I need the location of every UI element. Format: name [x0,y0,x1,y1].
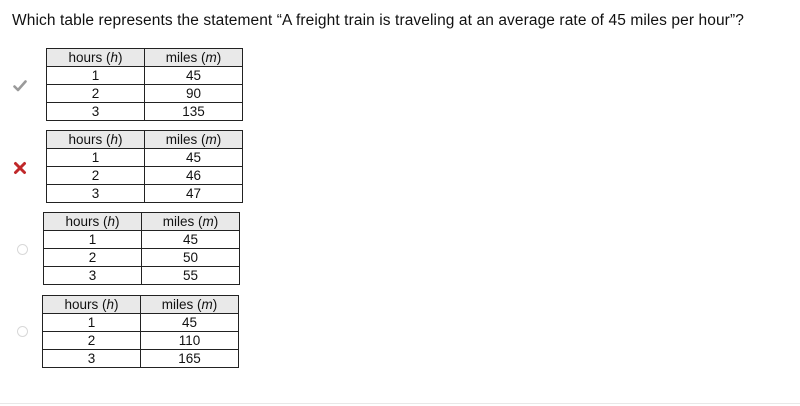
x-icon [12,160,28,176]
table-row: 3 135 [47,103,243,121]
table-row: 1 45 [44,231,240,249]
miles-header: miles (m) [145,49,243,67]
radio-icon[interactable] [14,323,30,339]
miles-header: miles (m) [145,131,243,149]
answer-table-2 [46,130,243,203]
answer-table-1 [46,48,243,121]
answer-table-4 [42,295,239,368]
divider [0,403,800,404]
table-row: 2 90 [47,85,243,103]
table-row: 1 45 [47,149,243,167]
miles-header: miles (m) [142,213,240,231]
check-icon [12,78,28,94]
table-row: 3 165 [43,350,239,368]
hours-header: hours (h) [47,131,145,149]
hours-header: hours (h) [47,49,145,67]
hours-header: hours (h) [43,296,141,314]
question-text: Which table represents the statement “A freight train is traveling at an average rate of 45 miles per hour”? [12,12,744,29]
hours-header: hours (h) [44,213,142,231]
table-row: 3 55 [44,267,240,285]
miles-header: miles (m) [141,296,239,314]
table-row: 1 45 [47,67,243,85]
table-row: 1 45 [43,314,239,332]
table-row: 2 50 [44,249,240,267]
table-row: 3 47 [47,185,243,203]
table-row: 2 46 [47,167,243,185]
answer-table-3 [43,212,240,285]
radio-icon[interactable] [14,241,30,257]
table-row: 2 110 [43,332,239,350]
